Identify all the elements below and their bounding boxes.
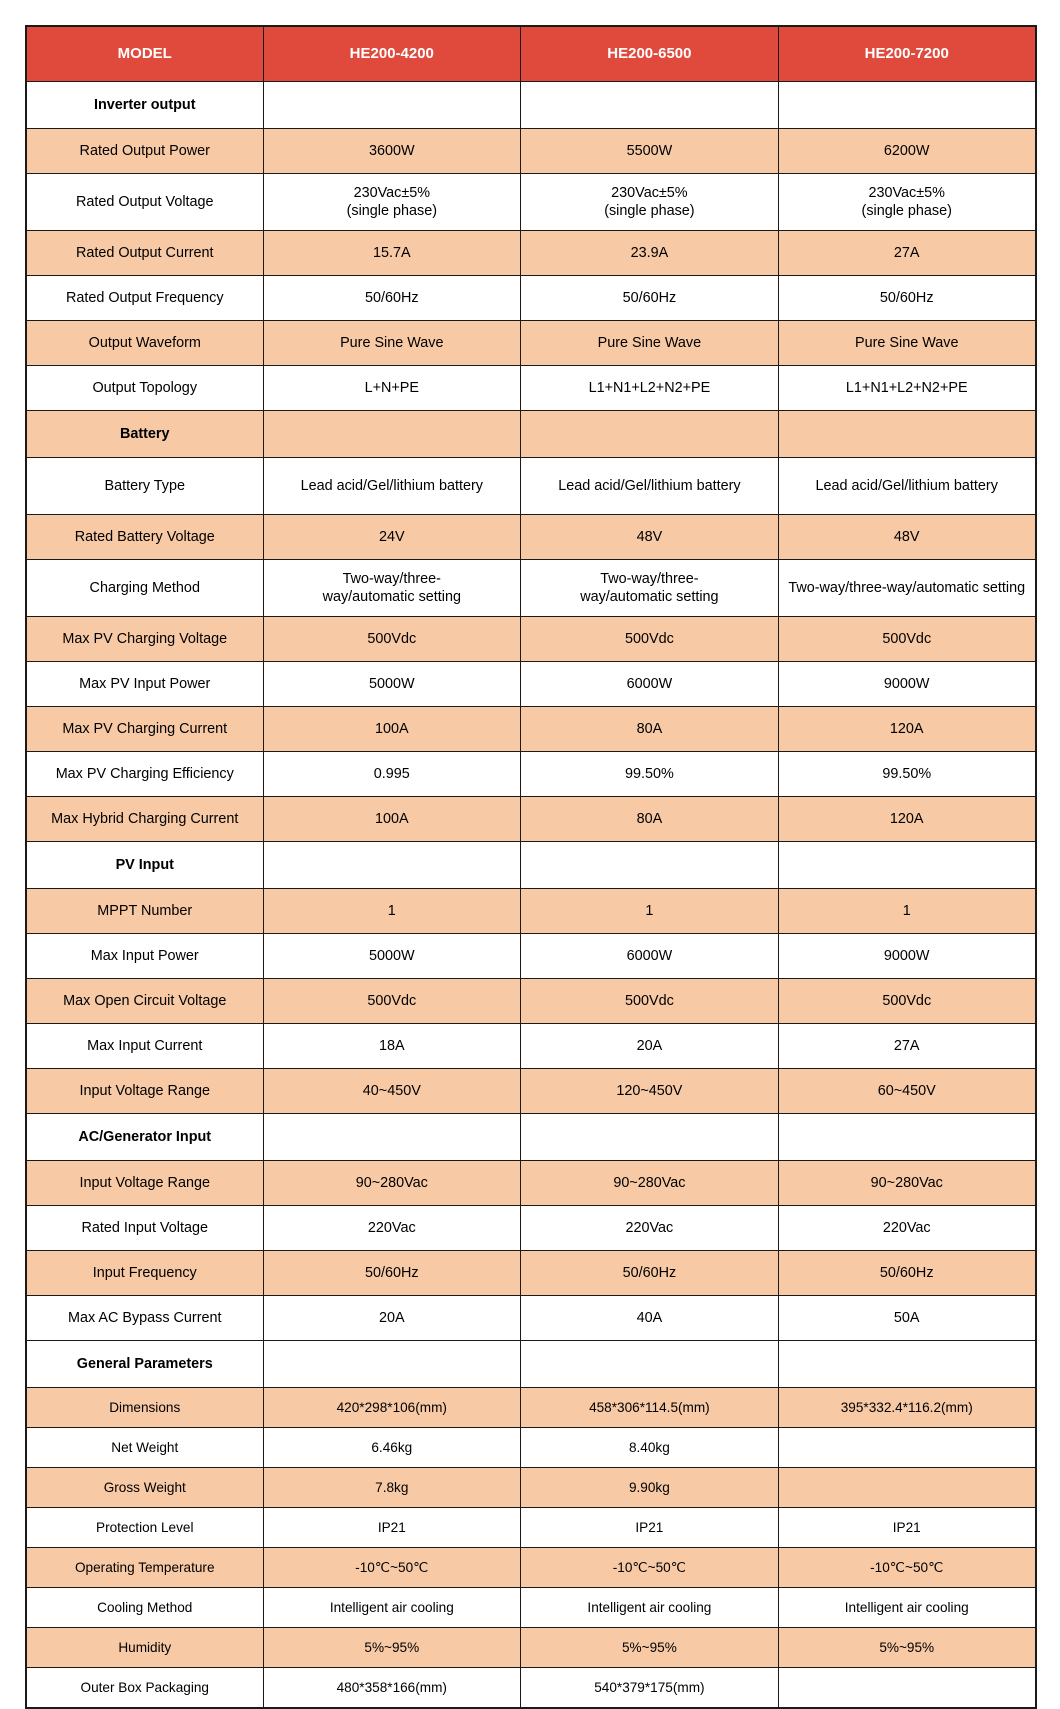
cell-value: IP21 [778,1508,1036,1548]
cell-value: 500Vdc [263,617,521,662]
cell-value: 9000W [778,662,1036,707]
cell-value: -10℃~50℃ [521,1548,779,1588]
table-row [26,1628,1036,1668]
cell-value [778,411,1036,458]
table-row [26,560,1036,617]
cell-value: 40~450V [263,1069,521,1114]
table-row [26,1388,1036,1428]
column-header-model-3: HE200-7200 [778,26,1036,82]
cell-value: 48V [778,515,1036,560]
row-label: Max Hybrid Charging Current [26,797,263,842]
row-label: Rated Battery Voltage [26,515,263,560]
cell-value: Lead acid/Gel/lithium battery [263,458,521,515]
cell-value [263,411,521,458]
cell-value: -10℃~50℃ [263,1548,521,1588]
cell-value: 60~450V [778,1069,1036,1114]
cell-value: Lead acid/Gel/lithium battery [521,458,779,515]
cell-value [263,842,521,889]
cell-value: 5500W [521,129,779,174]
cell-value: 18A [263,1024,521,1069]
cell-value: 458*306*114.5(mm) [521,1388,779,1428]
cell-value: 230Vac±5% (single phase) [521,174,779,231]
section-header-row [26,842,1036,889]
cell-value [778,1114,1036,1161]
table-row [26,707,1036,752]
cell-value [778,1668,1036,1709]
cell-value: IP21 [263,1508,521,1548]
cell-value: 48V [521,515,779,560]
table-row [26,662,1036,707]
cell-value: 80A [521,797,779,842]
cell-value: 27A [778,1024,1036,1069]
cell-value: 1 [263,889,521,934]
row-label: Input Frequency [26,1251,263,1296]
section-header-row [26,82,1036,129]
cell-value: 20A [263,1296,521,1341]
cell-value: 500Vdc [521,617,779,662]
row-label: Rated Output Voltage [26,174,263,231]
table-row [26,1296,1036,1341]
cell-value: IP21 [521,1508,779,1548]
cell-value: 5%~95% [521,1628,779,1668]
table-row [26,321,1036,366]
cell-value [263,1114,521,1161]
cell-value: 500Vdc [521,979,779,1024]
cell-value: 90~280Vac [521,1161,779,1206]
row-label: MPPT Number [26,889,263,934]
cell-value: Intelligent air cooling [521,1588,779,1628]
cell-value: 90~280Vac [778,1161,1036,1206]
cell-value [521,82,779,129]
cell-value [778,1428,1036,1468]
specifications-table [25,25,1037,1709]
cell-value: 0.995 [263,752,521,797]
row-label: Outer Box Packaging [26,1668,263,1709]
cell-value [521,842,779,889]
cell-value: L+N+PE [263,366,521,411]
cell-value [778,1341,1036,1388]
column-header-model-2: HE200-6500 [521,26,779,82]
cell-value: L1+N1+L2+N2+PE [778,366,1036,411]
cell-value: 220Vac [521,1206,779,1251]
cell-value: L1+N1+L2+N2+PE [521,366,779,411]
table-row [26,174,1036,231]
table-body [26,26,1036,1708]
row-label: Rated Output Power [26,129,263,174]
table-row [26,1508,1036,1548]
table-row [26,1069,1036,1114]
cell-value: 1 [521,889,779,934]
cell-value: Pure Sine Wave [521,321,779,366]
row-label: Charging Method [26,560,263,617]
column-header-model: MODEL [26,26,263,82]
cell-value: 7.8kg [263,1468,521,1508]
cell-value: 80A [521,707,779,752]
row-label: Gross Weight [26,1468,263,1508]
cell-value: 500Vdc [263,979,521,1024]
table-row [26,617,1036,662]
cell-value [521,411,779,458]
row-label: Max PV Input Power [26,662,263,707]
row-label: Rated Output Current [26,231,263,276]
row-label: Battery Type [26,458,263,515]
row-label: Input Voltage Range [26,1069,263,1114]
cell-value: Intelligent air cooling [778,1588,1036,1628]
cell-value: 50/60Hz [521,1251,779,1296]
cell-value: 50A [778,1296,1036,1341]
table-row [26,1251,1036,1296]
cell-value: 99.50% [521,752,779,797]
table-row [26,1428,1036,1468]
row-label: Rated Input Voltage [26,1206,263,1251]
row-label: Max AC Bypass Current [26,1296,263,1341]
cell-value: 90~280Vac [263,1161,521,1206]
table-header-row [26,26,1036,82]
row-label: Protection Level [26,1508,263,1548]
cell-value: 50/60Hz [263,276,521,321]
cell-value: 8.40kg [521,1428,779,1468]
cell-value: 6.46kg [263,1428,521,1468]
cell-value: 50/60Hz [778,276,1036,321]
cell-value [778,1468,1036,1508]
section-title: General Parameters [26,1341,263,1388]
cell-value: 100A [263,797,521,842]
cell-value: 540*379*175(mm) [521,1668,779,1709]
row-label: Max PV Charging Efficiency [26,752,263,797]
table-row [26,515,1036,560]
cell-value: 230Vac±5% (single phase) [778,174,1036,231]
table-row [26,1206,1036,1251]
cell-value: Two-way/three-way/automatic setting [778,560,1036,617]
table-row [26,1668,1036,1709]
cell-value: 9.90kg [521,1468,779,1508]
table-row [26,1024,1036,1069]
cell-value: Pure Sine Wave [263,321,521,366]
cell-value: Two-way/three- way/automatic setting [263,560,521,617]
section-title: Battery [26,411,263,458]
cell-value: 15.7A [263,231,521,276]
cell-value [263,82,521,129]
table-row [26,276,1036,321]
row-label: Dimensions [26,1388,263,1428]
cell-value [778,842,1036,889]
cell-value: 220Vac [778,1206,1036,1251]
cell-value [778,82,1036,129]
table-row [26,458,1036,515]
column-header-model-1: HE200-4200 [263,26,521,82]
row-label: Cooling Method [26,1588,263,1628]
cell-value: 6000W [521,934,779,979]
cell-value: 50/60Hz [778,1251,1036,1296]
row-label: Max Input Power [26,934,263,979]
cell-value: 5000W [263,662,521,707]
row-label: Max Open Circuit Voltage [26,979,263,1024]
cell-value: 420*298*106(mm) [263,1388,521,1428]
cell-value [263,1341,521,1388]
cell-value [521,1114,779,1161]
cell-value: 480*358*166(mm) [263,1668,521,1709]
table-row [26,1468,1036,1508]
table-row [26,752,1036,797]
cell-value [521,1341,779,1388]
section-header-row [26,1114,1036,1161]
cell-value: 6000W [521,662,779,707]
cell-value: 395*332.4*116.2(mm) [778,1388,1036,1428]
cell-value: 230Vac±5% (single phase) [263,174,521,231]
row-label: Input Voltage Range [26,1161,263,1206]
row-label: Humidity [26,1628,263,1668]
table-row [26,979,1036,1024]
table-row [26,366,1036,411]
cell-value: Two-way/three- way/automatic setting [521,560,779,617]
cell-value: 5%~95% [263,1628,521,1668]
cell-value: 3600W [263,129,521,174]
cell-value: 5000W [263,934,521,979]
cell-value: 100A [263,707,521,752]
cell-value: 500Vdc [778,617,1036,662]
table-row [26,797,1036,842]
cell-value: Intelligent air cooling [263,1588,521,1628]
cell-value: 23.9A [521,231,779,276]
row-label: Max PV Charging Voltage [26,617,263,662]
cell-value: 5%~95% [778,1628,1036,1668]
section-header-row [26,1341,1036,1388]
row-label: Max PV Charging Current [26,707,263,752]
table-row [26,129,1036,174]
section-title: PV Input [26,842,263,889]
cell-value: 220Vac [263,1206,521,1251]
cell-value: 99.50% [778,752,1036,797]
cell-value: 500Vdc [778,979,1036,1024]
cell-value: 120A [778,707,1036,752]
cell-value: 120A [778,797,1036,842]
table-row [26,889,1036,934]
cell-value: 50/60Hz [521,276,779,321]
cell-value: 1 [778,889,1036,934]
row-label: Max Input Current [26,1024,263,1069]
cell-value: 120~450V [521,1069,779,1114]
row-label: Rated Output Frequency [26,276,263,321]
cell-value: 50/60Hz [263,1251,521,1296]
cell-value: 24V [263,515,521,560]
cell-value: -10℃~50℃ [778,1548,1036,1588]
row-label: Output Waveform [26,321,263,366]
row-label: Net Weight [26,1428,263,1468]
cell-value: Lead acid/Gel/lithium battery [778,458,1036,515]
cell-value: 20A [521,1024,779,1069]
cell-value: Pure Sine Wave [778,321,1036,366]
table-row [26,231,1036,276]
table-row [26,934,1036,979]
section-title: AC/Generator Input [26,1114,263,1161]
row-label: Output Topology [26,366,263,411]
cell-value: 27A [778,231,1036,276]
cell-value: 9000W [778,934,1036,979]
table-row [26,1161,1036,1206]
section-title: Inverter output [26,82,263,129]
cell-value: 6200W [778,129,1036,174]
table-row [26,1588,1036,1628]
section-header-row [26,411,1036,458]
table-row [26,1548,1036,1588]
cell-value: 40A [521,1296,779,1341]
row-label: Operating Temperature [26,1548,263,1588]
